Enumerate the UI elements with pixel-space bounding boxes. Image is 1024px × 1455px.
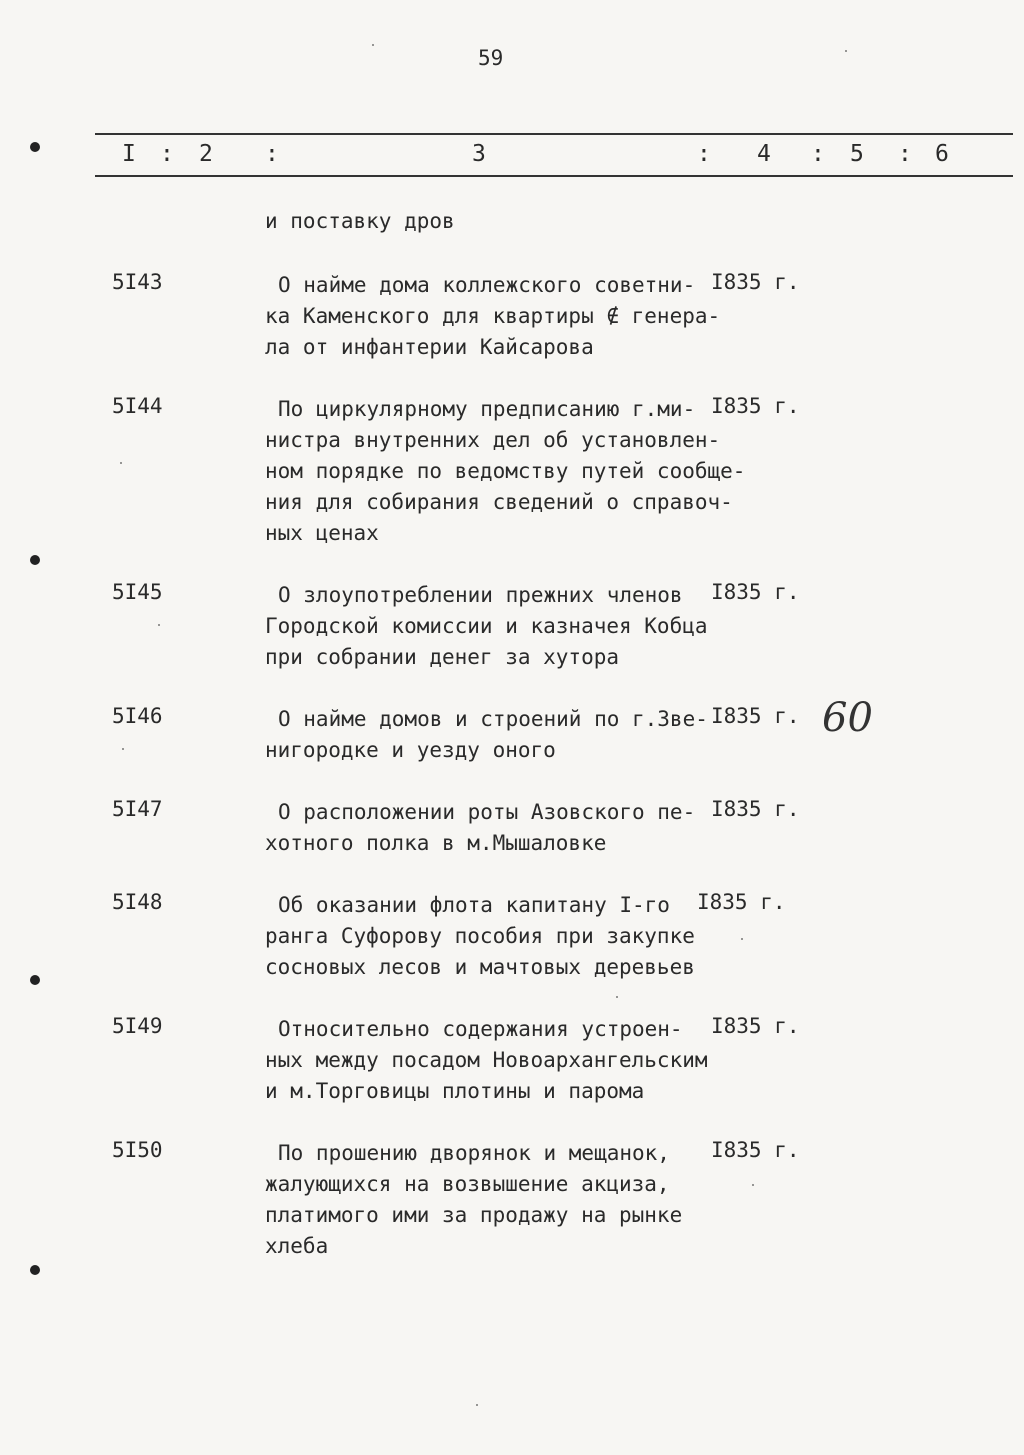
entry-line: сосновых лесов и мачтовых деревьев [265,955,695,979]
header-rule-bottom [95,175,1013,177]
entry-year: I835 г. [711,270,800,294]
header-sep: : [265,141,279,167]
header-col1: I [122,141,136,167]
entry-line: ных ценах [265,521,379,545]
entry-line: Об оказании флота капитану I-го [278,893,670,917]
entry-number: 5I48 [112,890,163,914]
header-col3: 3 [472,141,486,167]
entry-line: По циркулярному предписанию г.ми- [278,397,696,421]
scan-speck [741,938,743,940]
entry-line: ка Каменского для квартиры ∉ генера- [265,304,721,328]
entry-number: 5I49 [112,1014,163,1038]
entry-number: 5I45 [112,580,163,604]
scan-speck [616,996,618,998]
header-sep: : [160,141,174,167]
scan-speck [372,44,374,46]
punch-hole [30,1265,40,1275]
entry-line: жалующихся на возвышение акциза, [265,1172,670,1196]
entry-year: I835 г. [711,394,800,418]
entry-year: I835 г. [711,797,800,821]
punch-hole [30,142,40,152]
entry-number: 5I50 [112,1138,163,1162]
entry-year: I835 г. [711,1138,800,1162]
entry-line: ных между посадом Новоархангельским [265,1048,708,1072]
scan-speck [752,1184,754,1186]
entry-line: По прошению дворянок и мещанок, [278,1141,670,1165]
entry-line: платимого ими за продажу на рынке [265,1203,683,1227]
entry-line: и м.Торговицы плотины и парома [265,1079,645,1103]
header-col6: 6 [935,141,949,167]
entry-number: 5I44 [112,394,163,418]
punch-hole [30,555,40,565]
entry-year: I835 г. [711,1014,800,1038]
header-sep: : [697,141,711,167]
entry-line: ном порядке по ведомству путей сообще- [265,459,746,483]
handwritten-sheet-number: 60 [822,695,873,741]
entry-line: О расположении роты Азовского пе- [278,800,696,824]
scan-speck [845,50,847,52]
entry-line: нистра внутренних дел об установлен- [265,428,721,452]
entry-line: хотного полка в м.Мышаловке [265,831,607,855]
header-col5: 5 [850,141,864,167]
continuation-line: и поставку дров [265,209,455,233]
entry-line: Городской комиссии и казначея Кобца [265,614,708,638]
entry-year: I835 г. [711,580,800,604]
entry-year: I835 г. [697,890,786,914]
entry-year: I835 г. [711,704,800,728]
header-col4: 4 [757,141,771,167]
entry-line: хлеба [265,1234,329,1258]
entry-number: 5I46 [112,704,163,728]
scan-speck [120,462,122,464]
entry-number: 5I47 [112,797,163,821]
punch-hole [30,975,40,985]
entry-line: нигородке и уезду оного [265,738,556,762]
entry-line: О найме домов и строений по г.Зве- [278,707,708,731]
entry-line: ла от инфантерии Кайсарова [265,335,594,359]
entry-line: Относительно содержания устроен- [278,1017,683,1041]
scan-speck [476,1404,478,1406]
page-number: 59 [478,46,504,70]
entry-line: О злоупотреблении прежних членов [278,583,683,607]
header-sep: : [811,141,825,167]
scan-speck [158,624,160,626]
entry-line: ния для собирания сведений о справоч- [265,490,733,514]
entry-line: ранга Суфорову пособия при закупке [265,924,695,948]
header-sep: : [898,141,912,167]
entry-line: при собрании денег за хутора [265,645,620,669]
header-rule-top [95,133,1013,135]
scan-speck [122,748,124,750]
entry-line: О найме дома коллежского советни- [278,273,696,297]
entry-number: 5I43 [112,270,163,294]
header-col2: 2 [199,141,213,167]
